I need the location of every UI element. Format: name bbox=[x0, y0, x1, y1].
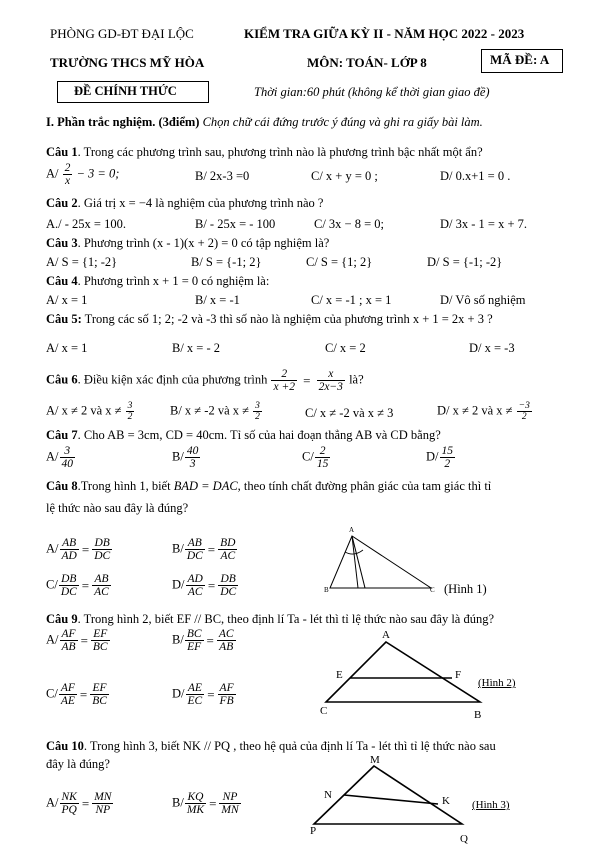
q1-label: Câu 1 bbox=[46, 145, 78, 159]
q7-option-d bbox=[426, 445, 456, 470]
q7-option-a bbox=[46, 445, 76, 470]
figure-1-point-c: C bbox=[430, 586, 435, 594]
q8-d2-num: DB bbox=[218, 573, 238, 586]
q9-option-d bbox=[172, 682, 237, 707]
q5-option-c: C/ x = 2 bbox=[325, 341, 366, 355]
q9-stem bbox=[46, 611, 494, 627]
q8-a-equals: = bbox=[81, 541, 90, 557]
q8-option-c bbox=[46, 573, 112, 598]
figure-3-point-p: P bbox=[310, 825, 317, 837]
q6-text: . Điều kiện xác định của phương trình bbox=[77, 372, 268, 387]
q1-option-c: C/ x + y = 0 ; bbox=[311, 169, 378, 183]
q9-c-frac-2 bbox=[90, 682, 109, 707]
q10-a-equals: = bbox=[81, 795, 90, 811]
q8-b1-num: AB bbox=[185, 537, 205, 550]
q1-a-rest: − 3 = 0; bbox=[76, 166, 120, 181]
section-1-heading bbox=[46, 114, 483, 130]
q3-option-a: A/ S = {1; -2} bbox=[46, 255, 118, 269]
q8-d-equals: = bbox=[207, 577, 216, 593]
q9-d1-den: EC bbox=[187, 695, 203, 707]
figure-2-point-f: F bbox=[455, 669, 462, 681]
q7-stem bbox=[46, 427, 441, 443]
figure-2-point-a: A bbox=[382, 629, 390, 641]
q8-d-prefix: D/ bbox=[172, 577, 185, 592]
q6-fraction-1 bbox=[271, 368, 297, 393]
q9-d-equals: = bbox=[207, 686, 215, 702]
q8-text2: , theo tính chất đường phân giác của tam giác thì tỉ bbox=[237, 479, 492, 493]
q8-d2-den: DC bbox=[220, 586, 237, 598]
q9-a2-num: EF bbox=[91, 628, 110, 641]
figure-3-triangle bbox=[302, 752, 482, 852]
figure-1-caption: (Hình 1) bbox=[444, 582, 487, 596]
q6-a-num: 3 bbox=[127, 401, 133, 411]
q9-a-frac-2 bbox=[91, 628, 110, 653]
q7-c-num: 2 bbox=[315, 445, 331, 458]
q7-a-fraction bbox=[60, 445, 76, 470]
q7-label: Câu 7 bbox=[46, 428, 78, 442]
q10-text: . Trong hình 3, biết NK // PQ , theo hệ quả của định lí Ta - lét thì tỉ lệ thức nào sau bbox=[83, 739, 496, 753]
q1-option-d: D/ 0.x+1 = 0 . bbox=[440, 169, 511, 183]
q8-b2-den: AC bbox=[220, 550, 236, 562]
q6-equals: = bbox=[303, 372, 311, 388]
q5-label: Câu 5: bbox=[46, 312, 82, 326]
q6-a-den: 2 bbox=[127, 412, 133, 422]
q6-a-pre: A/ x ≠ 2 và x ≠ bbox=[46, 403, 122, 418]
q7-text: . Cho AB = 3cm, CD = 40cm. Tỉ số của hai đoạn thẳng AB và CD bằng? bbox=[77, 428, 441, 442]
q7-b-prefix: B/ bbox=[172, 449, 184, 464]
q4-option-a: A/ x = 1 bbox=[46, 293, 88, 307]
q2-option-b: B/ - 25x = - 100 bbox=[195, 217, 276, 231]
q9-a1-num: AF bbox=[61, 628, 76, 640]
q6-d-num: −3 bbox=[518, 401, 530, 411]
q8-option-b bbox=[172, 537, 238, 562]
q9-a1-den: AB bbox=[61, 641, 76, 653]
q6-f1-num: 2 bbox=[271, 368, 297, 381]
q1-a-num: 2 bbox=[64, 162, 71, 174]
q8-stem bbox=[46, 478, 491, 494]
q6-d-den: 2 bbox=[521, 412, 527, 422]
q6-option-c: C/ x ≠ -2 và x ≠ 3 bbox=[305, 406, 394, 420]
exam-code: MÃ ĐỀ: A bbox=[490, 52, 550, 67]
q9-d1-num: AE bbox=[186, 682, 205, 695]
q10-label: Câu 10 bbox=[46, 739, 84, 753]
q7-b-den: 3 bbox=[189, 458, 196, 470]
q6-f2-num: x bbox=[317, 368, 345, 381]
q6-fraction-2 bbox=[317, 368, 345, 393]
q6-d-pre: D/ x ≠ 2 và x ≠ bbox=[437, 403, 513, 418]
q8-a-frac-1 bbox=[60, 537, 79, 562]
q9-b1-num: BC bbox=[186, 628, 202, 640]
q10-b-equals: = bbox=[209, 795, 217, 811]
q8-a1-num: AB bbox=[60, 537, 79, 550]
q7-a-prefix: A/ bbox=[46, 449, 59, 464]
q10-option-a bbox=[46, 791, 114, 816]
q6-b-pre: B/ x ≠ -2 và x ≠ bbox=[170, 403, 249, 418]
q5-option-a: A/ x = 1 bbox=[46, 341, 88, 355]
figure-1-point-b: B bbox=[324, 586, 329, 594]
q1-a-den: x bbox=[64, 175, 71, 187]
q2-option-a: A./ - 25x = 100. bbox=[46, 217, 126, 231]
figure-3-outline bbox=[314, 766, 462, 824]
q9-d-prefix: D/ bbox=[172, 686, 185, 701]
q7-d-den: 2 bbox=[444, 458, 451, 470]
q9-label: Câu 9 bbox=[46, 612, 78, 626]
q2-option-d: D/ 3x - 1 = x + 7. bbox=[440, 217, 528, 231]
q7-d-prefix: D/ bbox=[426, 449, 439, 464]
q7-b-fraction bbox=[185, 445, 201, 470]
figure-2-caption: (Hình 2) bbox=[478, 677, 516, 689]
q8-text: .Trong hình 1, biết bbox=[77, 479, 171, 493]
q8-option-d bbox=[172, 573, 239, 598]
q9-b-frac-2 bbox=[217, 628, 236, 653]
q4-stem bbox=[46, 273, 269, 289]
q10-b1-den: MK bbox=[186, 804, 205, 816]
q10-a1-den: PQ bbox=[61, 804, 77, 816]
q6-option-b bbox=[170, 401, 263, 422]
q8-c1-den: DC bbox=[60, 586, 77, 598]
q10-b1-num: KQ bbox=[185, 791, 206, 804]
q8-a-prefix: A/ bbox=[46, 541, 59, 556]
q10-b-prefix: B/ bbox=[172, 795, 184, 810]
q9-b-equals: = bbox=[206, 632, 214, 648]
q9-option-a bbox=[46, 628, 111, 653]
q8-d-frac-2 bbox=[218, 573, 238, 598]
figure-1-point-a: A bbox=[349, 526, 355, 534]
figure-2-point-c: C bbox=[320, 705, 328, 717]
q2-stem bbox=[46, 195, 323, 211]
q8-b-frac-2 bbox=[218, 537, 237, 562]
q6-a-fraction bbox=[126, 401, 135, 422]
q3-label: Câu 3 bbox=[46, 236, 78, 250]
q8-option-a bbox=[46, 537, 113, 562]
q8-d1-den: AC bbox=[187, 586, 203, 598]
q8-b-equals: = bbox=[207, 541, 216, 557]
q8-a2-num: DB bbox=[92, 537, 112, 550]
q4-label: Câu 4 bbox=[46, 274, 78, 288]
q8-b1-den: DC bbox=[186, 550, 203, 562]
q4-option-b: B/ x = -1 bbox=[195, 293, 240, 307]
q10-option-b bbox=[172, 791, 242, 816]
q10-a2-den: NP bbox=[95, 804, 111, 816]
dept-name: PHÒNG GD-ĐT ĐẠI LỘC bbox=[50, 26, 194, 41]
q9-d2-num: AF bbox=[219, 682, 234, 694]
q4-text: . Phương trình x + 1 = 0 có nghiệm là: bbox=[77, 274, 270, 288]
q10-a-prefix: A/ bbox=[46, 795, 59, 810]
q9-b-prefix: B/ bbox=[172, 632, 184, 647]
figure-1-outline bbox=[330, 536, 431, 588]
q6-tail: là? bbox=[349, 372, 364, 387]
q2-text: . Giá trị x = −4 là nghiệm của phương trình nào ? bbox=[77, 196, 324, 210]
q8-c2-den: AC bbox=[94, 586, 109, 598]
q6-b-num: 3 bbox=[255, 401, 260, 411]
q10-b2-den: MN bbox=[221, 804, 239, 816]
q6-f2-den: 2x−3 bbox=[318, 381, 343, 393]
q10-a1-num: NK bbox=[61, 791, 77, 803]
q9-d2-den: FB bbox=[219, 695, 234, 707]
q3-text: . Phương trình (x - 1)(x + 2) = 0 có tập nghiệm là? bbox=[77, 236, 330, 250]
q3-option-c: C/ S = {1; 2} bbox=[306, 255, 373, 269]
q7-a-den: 40 bbox=[61, 458, 73, 470]
figure-3-point-k: K bbox=[442, 795, 450, 807]
q8-a-frac-2 bbox=[92, 537, 112, 562]
q10-stem-line2: đây là đúng? bbox=[46, 757, 110, 771]
q8-d-frac-1 bbox=[186, 573, 205, 598]
q9-d-frac-1 bbox=[186, 682, 205, 707]
q8-stem-line2: lệ thức nào sau đây là đúng? bbox=[46, 501, 189, 515]
section-1-instruction: Chọn chữ cái đứng trước ý đúng và ghi ra giấy bài làm. bbox=[202, 115, 483, 129]
q7-b-num: 40 bbox=[186, 445, 199, 457]
q2-option-c: C/ 3x − 8 = 0; bbox=[314, 217, 385, 231]
official-label: ĐỀ CHÍNH THỨC bbox=[74, 84, 177, 98]
q8-c-prefix: C/ bbox=[46, 577, 58, 592]
q9-text: . Trong hình 2, biết EF // BC, theo định lí Ta - lét thì tỉ lệ thức nào sau đây là đúng? bbox=[77, 612, 495, 626]
q8-b2-num: BD bbox=[220, 537, 236, 549]
q8-math: BAD = DAC bbox=[173, 479, 238, 493]
q5-option-b: B/ x = - 2 bbox=[172, 341, 221, 355]
exam-title: KIỂM TRA GIỮA KỲ II - NĂM HỌC 2022 - 2023 bbox=[244, 26, 525, 41]
q7-d-fraction bbox=[440, 445, 456, 470]
q8-d1-num: AD bbox=[187, 573, 203, 585]
q3-option-b: B/ S = {-1; 2} bbox=[191, 255, 262, 269]
q9-c1-den: AE bbox=[60, 695, 75, 707]
q9-a-frac-1 bbox=[60, 628, 78, 653]
q5-option-d: D/ x = -3 bbox=[469, 341, 515, 355]
q8-b-prefix: B/ bbox=[172, 541, 184, 556]
q9-option-b bbox=[172, 628, 237, 653]
q9-c2-num: EF bbox=[90, 682, 109, 695]
q6-option-a bbox=[46, 401, 135, 422]
figure-2-triangle bbox=[312, 626, 492, 722]
q8-c1-num: DB bbox=[59, 573, 79, 586]
q9-c-equals: = bbox=[79, 686, 88, 702]
q6-f1-den: x +2 bbox=[273, 381, 295, 393]
q7-option-b bbox=[172, 445, 201, 470]
q6-stem bbox=[46, 368, 364, 393]
q9-a2-den: BC bbox=[92, 641, 108, 653]
figure-1-height bbox=[352, 536, 358, 588]
subject-name: MÔN: TOÁN- LỚP 8 bbox=[307, 55, 427, 70]
q6-d-fraction bbox=[517, 401, 532, 422]
q9-c1-num: AF bbox=[60, 682, 75, 694]
q10-a-frac-2 bbox=[92, 791, 113, 816]
time-note: Thời gian:60 phút (không kể thời gian giao đề) bbox=[254, 85, 490, 99]
q10-b-frac-2 bbox=[219, 791, 240, 816]
q3-stem bbox=[46, 235, 329, 251]
q8-b-frac-1 bbox=[185, 537, 205, 562]
q8-label: Câu 8 bbox=[46, 479, 78, 493]
q9-b1-den: EF bbox=[187, 641, 202, 653]
q4-option-d: D/ Vô số nghiệm bbox=[440, 293, 526, 307]
q10-b-frac-1 bbox=[185, 791, 206, 816]
q9-b2-num: AC bbox=[218, 628, 234, 640]
q10-a-frac-1 bbox=[60, 791, 79, 816]
q9-a-prefix: A/ bbox=[46, 632, 59, 647]
school-name: TRƯỜNG THCS MỸ HÒA bbox=[50, 55, 205, 70]
q10-b2-num: NP bbox=[219, 791, 240, 804]
q8-a1-den: AD bbox=[61, 550, 77, 562]
figure-2-point-b: B bbox=[474, 709, 482, 721]
q9-a-equals: = bbox=[80, 632, 88, 648]
figure-3-point-n: N bbox=[324, 789, 332, 801]
q7-c-den: 15 bbox=[316, 458, 329, 470]
q7-option-c bbox=[302, 445, 331, 470]
q7-c-prefix: C/ bbox=[302, 449, 314, 464]
q1-option-b: B/ 2x-3 =0 bbox=[195, 169, 250, 183]
q7-a-num: 3 bbox=[60, 445, 76, 458]
q2-label: Câu 2 bbox=[46, 196, 78, 210]
figure-3-caption: (Hình 3) bbox=[472, 799, 510, 811]
q6-b-fraction bbox=[253, 401, 262, 422]
q8-c-frac-2 bbox=[92, 573, 111, 598]
q1-stem bbox=[46, 144, 483, 160]
q6-option-d bbox=[437, 401, 533, 422]
q4-option-c: C/ x = -1 ; x = 1 bbox=[311, 293, 392, 307]
q10-a2-num: MN bbox=[94, 791, 112, 803]
q9-d-frac-2 bbox=[218, 682, 236, 707]
q7-c-fraction bbox=[315, 445, 331, 470]
q8-c-equals: = bbox=[81, 577, 90, 593]
q9-c-prefix: C/ bbox=[46, 686, 58, 701]
q9-option-c bbox=[46, 682, 110, 707]
q1-a-prefix: A/ bbox=[46, 166, 59, 181]
q9-c2-den: BC bbox=[92, 695, 107, 707]
q7-d-num: 15 bbox=[441, 445, 453, 457]
q3-option-d: D/ S = {-1; -2} bbox=[427, 255, 503, 269]
q5-text: Trong các số 1; 2; -2 và -3 thì số nào là nghiệm của phương trình x + 1 = 2x + 3 ? bbox=[81, 312, 493, 326]
q1-text: . Trong các phương trình sau, phương trình nào là phương trình bậc nhất một ẩn? bbox=[77, 145, 483, 159]
q6-b-den: 2 bbox=[255, 412, 260, 422]
q8-c-frac-1 bbox=[59, 573, 79, 598]
q5-stem bbox=[46, 311, 493, 327]
q9-b-frac-1 bbox=[185, 628, 204, 653]
q6-label: Câu 6 bbox=[46, 372, 78, 387]
q1-a-fraction bbox=[63, 162, 73, 187]
q1-option-a bbox=[46, 162, 119, 187]
q8-c2-num: AB bbox=[92, 573, 111, 586]
q9-b2-den: AB bbox=[219, 641, 234, 653]
section-1-title: I. Phần trắc nghiệm. (3điểm) bbox=[46, 115, 200, 129]
q9-c-frac-1 bbox=[59, 682, 77, 707]
figure-3-point-q: Q bbox=[460, 833, 468, 845]
q8-a2-den: DC bbox=[94, 550, 111, 562]
figure-1-triangle bbox=[318, 524, 438, 596]
figure-3-point-m: M bbox=[370, 754, 380, 766]
figure-2-point-e: E bbox=[336, 669, 343, 681]
